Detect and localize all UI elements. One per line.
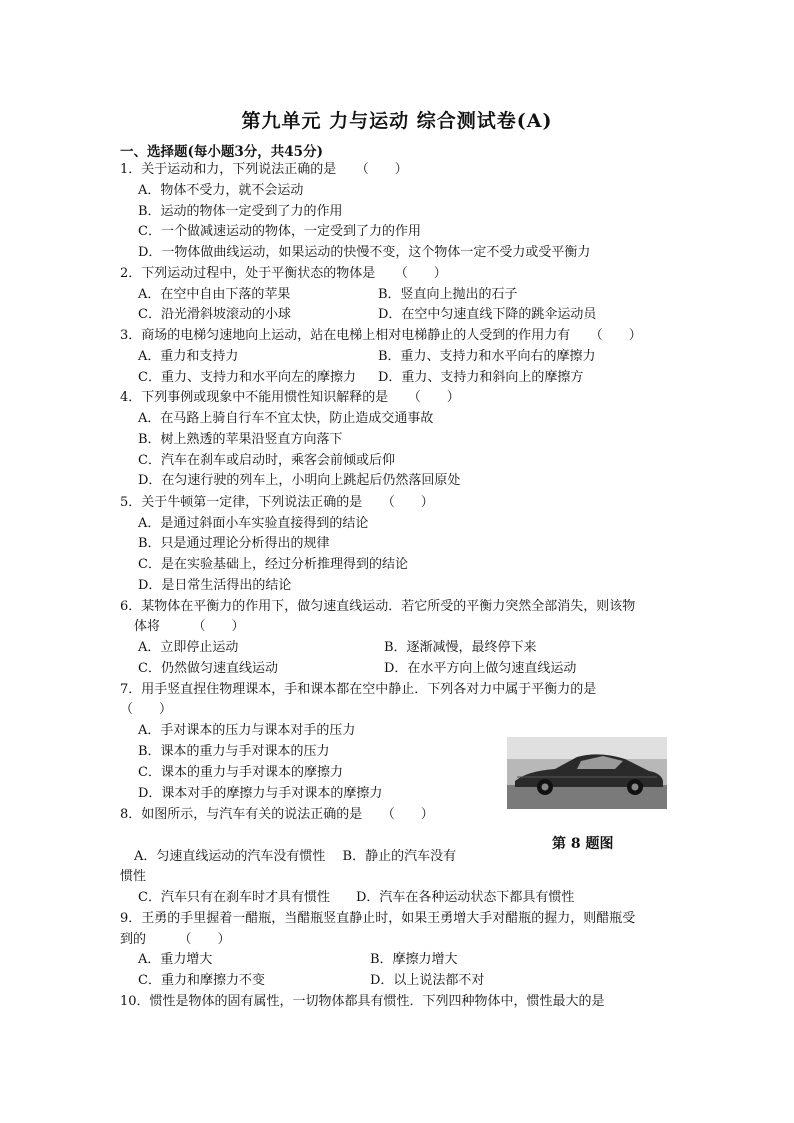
- question-2-option-b: B．竖直向上抛出的石子: [378, 287, 518, 302]
- question-1-option-b: B．运动的物体一定受到了力的作用: [138, 204, 343, 219]
- question-9-stem: 9．王勇的手里握着一醋瓶，当醋瓶竖直静止时，如果王勇增大手对醋瓶的握力，则醋瓶受: [120, 911, 636, 926]
- question-4-option-a: A．在马路上骑自行车不宜太快，防止造成交通事故: [138, 411, 434, 426]
- question-6-option-b: B．逐渐减慢，最终停下来: [384, 640, 537, 655]
- question-8-stem: 8．如图所示，与汽车有关的说法正确的是 （ ）: [120, 807, 434, 822]
- question-9-option-a: A．重力增大: [138, 952, 213, 967]
- question-6-option-d: D．在水平方向上做匀速直线运动: [384, 661, 577, 676]
- question-7-stem: 7．用手竖直捏住物理课本，手和课本都在空中静止．下列各对力中属于平衡力的是: [120, 682, 597, 697]
- question-8-options-cd: C．汽车只有在刹车时才具有惯性 D．汽车在各种运动状态下都具有惯性: [138, 890, 575, 905]
- section-heading: 一、选择题(每小题3分，共45分): [120, 144, 323, 160]
- question-9-option-b: B．摩擦力增大: [370, 952, 458, 967]
- question-7-option-b: B．课本的重力与手对课本的压力: [138, 744, 330, 759]
- question-5-option-c: C．是在实验基础上，经过分析推理得到的结论: [138, 557, 408, 572]
- question-10-stem: 10．惯性是物体的固有属性，一切物体都具有惯性．下列四种物体中，惯性最大的是: [120, 994, 605, 1009]
- question-5-option-d: D．是日常生活得出的结论: [138, 578, 292, 593]
- question-6-option-c: C．仍然做匀速直线运动: [138, 661, 278, 676]
- question-1-option-a: A．物体不受力，就不会运动: [138, 183, 304, 198]
- question-2-stem: 2．下列运动过程中，处于平衡状态的物体是 （ ）: [120, 266, 447, 281]
- question-4-option-b: B．树上熟透的苹果沿竖直方向落下: [138, 432, 343, 447]
- question-2-option-a: A．在空中自由下落的苹果: [138, 287, 291, 302]
- question-7-stem-continued: （ ）: [120, 702, 173, 717]
- figure-caption: 第 8 题图: [552, 836, 614, 852]
- question-3-stem: 3．商场的电梯匀速地向上运动，站在电梯上相对电梯静止的人受到的作用力有 （ ）: [120, 328, 642, 343]
- question-5-option-a: A．是通过斜面小车实验直接得到的结论: [138, 516, 369, 531]
- question-7-option-a: A．手对课本的压力与课本对手的压力: [138, 723, 356, 738]
- page-title: 第九单元 力与运动 综合测试卷(A): [241, 110, 553, 132]
- question-1-option-c: C．一个做减速运动的物体，一定受到了力的作用: [138, 224, 421, 239]
- question-6-stem-continued: 体将 （ ）: [134, 619, 245, 634]
- car-photo-figure: [507, 737, 667, 809]
- question-2-option-d: D．在空中匀速直线下降的跳伞运动员: [378, 307, 597, 322]
- question-1-option-d: D．一物体做曲线运动，如果运动的快慢不变，这个物体一定不受力或受平衡力: [138, 245, 591, 260]
- question-3-option-d: D．重力、支持力和斜向上的摩擦方: [378, 370, 584, 385]
- question-3-option-a: A．重力和支持力: [138, 349, 239, 364]
- car-photo-icon: [507, 737, 667, 809]
- question-7-option-d: D．课本对手的摩擦力与手对课本的摩擦力: [138, 786, 383, 801]
- question-1-stem: 1．关于运动和力，下列说法正确的是 （ ）: [120, 162, 408, 177]
- question-7-option-c: C．课本的重力与手对课本的摩擦力: [138, 765, 343, 780]
- question-5-stem: 5．关于牛顿第一定律，下列说法正确的是 （ ）: [120, 495, 434, 510]
- question-8-options-ab: A．匀速直线运动的汽车没有惯性 B．静止的汽车没有: [134, 849, 457, 864]
- question-9-option-c: C．重力和摩擦力不变: [138, 973, 265, 988]
- question-8-options-ab-continued: 惯性: [120, 869, 147, 884]
- question-3-option-b: B．重力、支持力和水平向右的摩擦力: [378, 349, 596, 364]
- question-4-option-c: C．汽车在刹车或启动时，乘客会前倾或后仰: [138, 453, 395, 468]
- question-3-option-c: C．重力、支持力和水平向左的摩擦力: [138, 370, 356, 385]
- question-4-stem: 4．下列事例或现象中不能用惯性知识解释的是 （ ）: [120, 390, 460, 405]
- question-6-stem: 6．某物体在平衡力的作用下，做匀速直线运动．若它所受的平衡力突然全部消失，则该物: [120, 599, 636, 614]
- question-5-option-b: B．只是通过理论分析得出的规律: [138, 536, 330, 551]
- question-4-option-d: D．在匀速行驶的列车上，小明向上跳起后仍然落回原处: [138, 473, 461, 488]
- question-9-stem-continued: 到的 （ ）: [120, 932, 231, 947]
- question-2-option-c: C．沿光滑斜坡滚动的小球: [138, 307, 291, 322]
- question-6-option-a: A．立即停止运动: [138, 640, 239, 655]
- question-9-option-d: D．以上说法都不对: [370, 973, 485, 988]
